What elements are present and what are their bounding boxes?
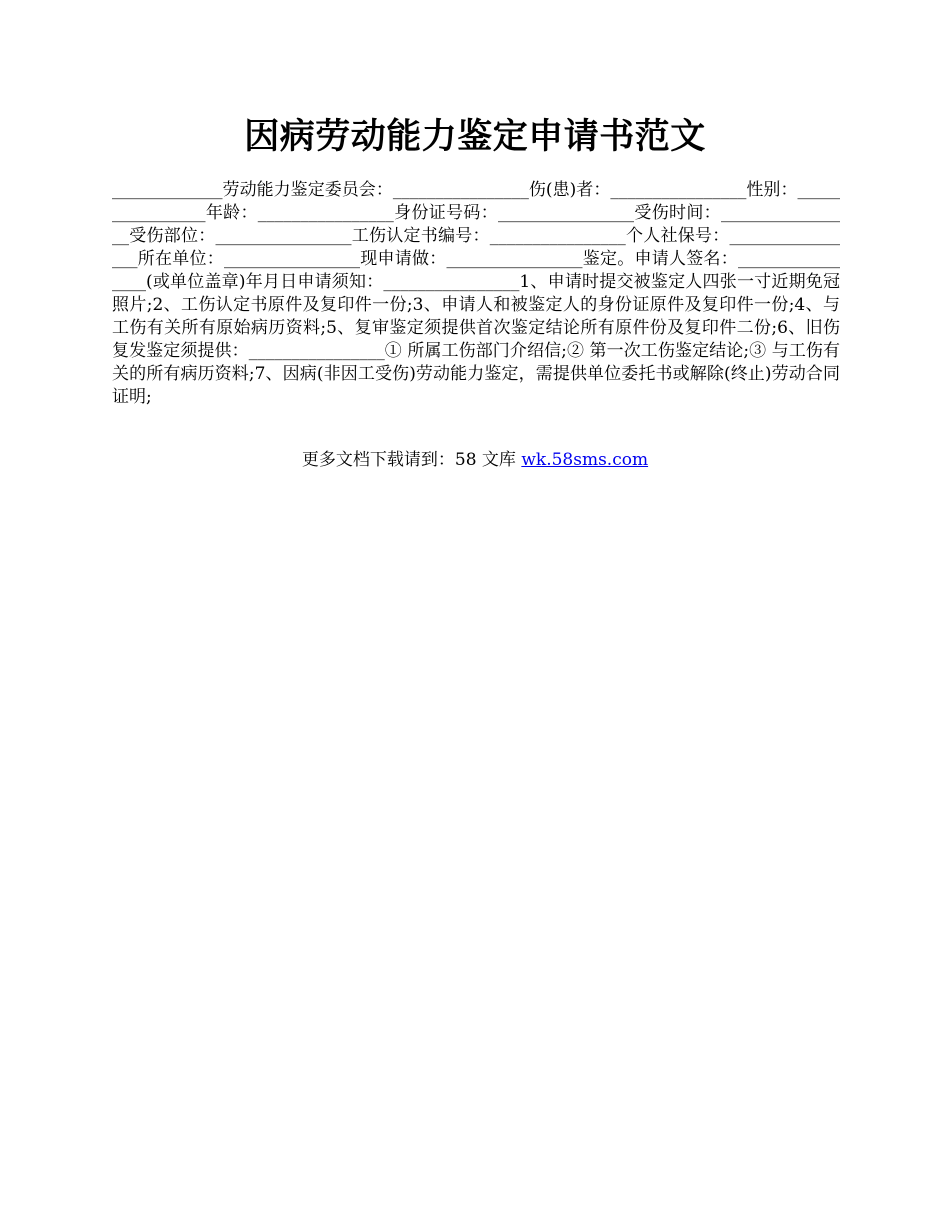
footer-prefix-text: 更多文档下载请到：58 文库 bbox=[301, 450, 522, 470]
footer-link[interactable]: wk.58sms.com bbox=[521, 450, 649, 470]
document-body: _____________劳动能力鉴定委员会：________________伤(患)者：________________性别：________________年龄：________________身份证号码：________________受伤时间：________________受伤部位：________________工伤认定书编号：________________个人社保号：________________所在单位：________________现申请做：________________鉴定。申请人签名：________________(或单位盖章)年月日申请须知：________________1、申请时提交被鉴定人四张一寸近期免冠照片;2、工伤认定书原件及复印件一份;3、申请人和被鉴定人的身份证原件及复印件一份;4、与工伤有关所有原始病历资料;5、复审鉴定须提供首次鉴定结论所有原件份及复印件二份;6、旧伤复发鉴定须提供：________________① 所属工伤部门介绍信;② 第一次工伤鉴定结论;③ 与工伤有关的所有病历资料;7、因病(非因工受伤)劳动能力鉴定，需提供单位委托书或解除(终止)劳动合同证明; bbox=[112, 180, 840, 407]
footer-download-note bbox=[0, 449, 950, 472]
document-title: 因病劳动能力鉴定申请书范文 bbox=[244, 116, 706, 157]
